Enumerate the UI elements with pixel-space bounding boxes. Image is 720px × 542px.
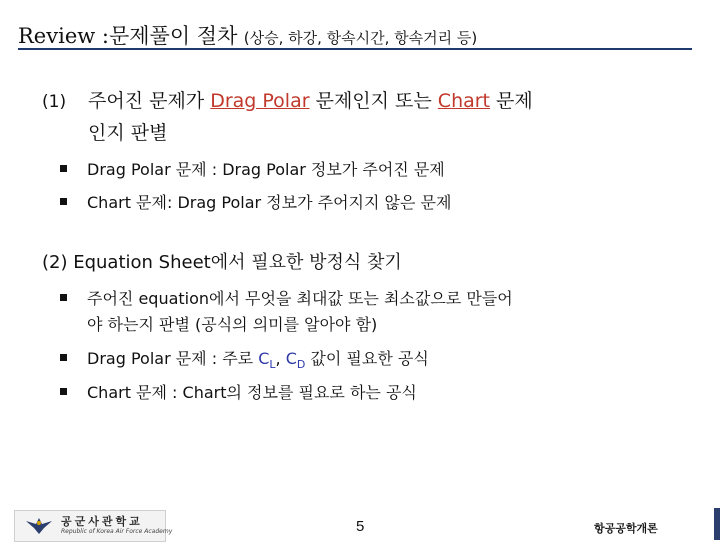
bullet-chart-formula xyxy=(60,380,417,403)
step1 xyxy=(42,86,533,117)
bullet-square-icon xyxy=(60,388,67,395)
page-number: 5 xyxy=(356,518,365,535)
bullet-equation-judge-line2: 야 하는지 판별 (공식의 의미를 알아야 함) xyxy=(87,315,378,334)
cd-symbol xyxy=(285,349,306,372)
logo-subtitle: Republic of Korea Air Force Academy xyxy=(61,528,173,535)
step1-text-before: 주어진 문제가 xyxy=(88,90,211,112)
bullet-suffix: 값이 필요한 공식 xyxy=(305,349,429,368)
bullet-square-icon xyxy=(60,294,67,301)
logo-name: 공군사관학교 xyxy=(61,515,143,528)
cl-subscript: L xyxy=(269,358,276,372)
bullet-drag-polar-formula xyxy=(60,346,429,371)
step2-text: (2) Equation Sheet에서 필요한 방정식 찾기 xyxy=(42,252,402,273)
bullet-text: Drag Polar 문제 : Drag Polar 정보가 주어진 문제 xyxy=(87,160,445,179)
bullet-text: Chart 문제 : Chart의 정보를 필요로 하는 공식 xyxy=(87,383,417,402)
eagle-emblem-icon xyxy=(25,515,53,535)
bullet-prefix: Drag Polar 문제 : 주로 xyxy=(87,349,259,368)
step1-number: (1) xyxy=(42,92,67,112)
bullet-text-line1: 주어진 equation에서 무엇을 최대값 또는 최소값으로 만들어 xyxy=(87,289,513,308)
bullet-square-icon xyxy=(60,354,67,361)
cl-letter: C xyxy=(258,349,270,368)
step1-highlight-chart: Chart xyxy=(437,90,491,112)
footer xyxy=(0,508,720,540)
bullet-text: Chart 문제: Drag Polar 정보가 주어지지 않은 문제 xyxy=(87,193,452,212)
bullet-separator: , xyxy=(275,349,286,368)
bullet-chart-problem xyxy=(60,190,451,213)
title-underline xyxy=(18,48,692,50)
bullet-drag-polar-problem xyxy=(60,157,445,180)
slide-title xyxy=(18,20,477,50)
cd-letter: C xyxy=(285,349,297,368)
bullet-equation-judge xyxy=(60,286,513,309)
step2 xyxy=(42,248,402,278)
academy-logo xyxy=(14,510,173,542)
step1-text-mid: 문제인지 또는 xyxy=(309,90,438,112)
step1-text-after: 문제 xyxy=(490,90,533,112)
step1-highlight-drag-polar: Drag Polar xyxy=(210,90,310,112)
title-main: Review :문제풀이 절차 xyxy=(18,24,238,48)
footer-edge-bar xyxy=(714,508,720,540)
course-title: 항공공학개론 xyxy=(594,522,658,535)
cl-symbol xyxy=(258,349,276,372)
bullet-square-icon xyxy=(60,198,67,205)
cd-subscript: D xyxy=(296,358,306,372)
bullet-square-icon xyxy=(60,165,67,172)
title-subtitle: (상승, 하강, 항속시간, 항속거리 등) xyxy=(243,29,478,47)
step1-line2: 인지 판별 xyxy=(88,122,168,144)
